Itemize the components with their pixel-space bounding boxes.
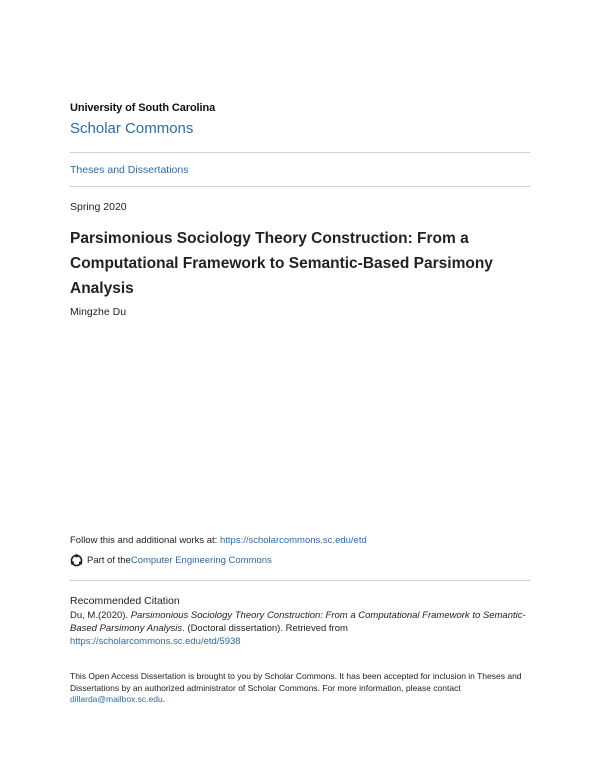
divider-top xyxy=(70,152,530,153)
citation-text xyxy=(70,609,530,648)
notice-text: This Open Access Dissertation is brought to you by Scholar Commons. It has been accepted for inclusion in Theses and Dissertations by an authorized administrator of Scholar Commons. For more information, please contact xyxy=(70,671,522,693)
recommended-citation-heading: Recommended Citation xyxy=(70,595,180,607)
institution-name: University of South Carolina xyxy=(70,102,216,114)
citation-link[interactable]: https://scholarcommons.sc.edu/etd/5938 xyxy=(70,636,241,647)
open-access-notice xyxy=(70,671,530,706)
follow-link[interactable]: https://scholarcommons.sc.edu/etd xyxy=(219,535,367,546)
follow-text: Follow this and additional works at: xyxy=(70,535,220,546)
part-of-link[interactable]: Computer Engineering Commons xyxy=(130,555,272,566)
collection-link[interactable]: Theses and Dissertations xyxy=(70,164,189,176)
citation-title: Parsimonious Sociology Theory Construction: From a Computational Framework to Semantic-Based Parsimony Analysis xyxy=(70,610,526,634)
follow-line xyxy=(70,535,367,546)
contact-email-link[interactable]: dillarda@mailbox.sc.edu xyxy=(70,694,163,704)
repository-name-link[interactable]: Scholar Commons xyxy=(70,120,194,137)
publication-term: Spring 2020 xyxy=(70,201,127,213)
network-commons-icon xyxy=(70,554,83,567)
part-of-text: Part of the xyxy=(87,555,131,566)
document-title: Parsimonious Sociology Theory Construction: From a Computational Framework to Semantic-Based Parsimony Analysis xyxy=(70,230,493,297)
citation-prefix: Du, M.(2020). xyxy=(70,610,131,621)
divider-bottom xyxy=(70,186,530,187)
part-of-line xyxy=(70,554,272,567)
notice-end: . xyxy=(162,694,166,704)
divider-citation xyxy=(70,580,530,581)
citation-suffix: . (Doctoral dissertation). Retrieved from xyxy=(182,623,348,634)
author-name: Mingzhe Du xyxy=(70,306,127,318)
